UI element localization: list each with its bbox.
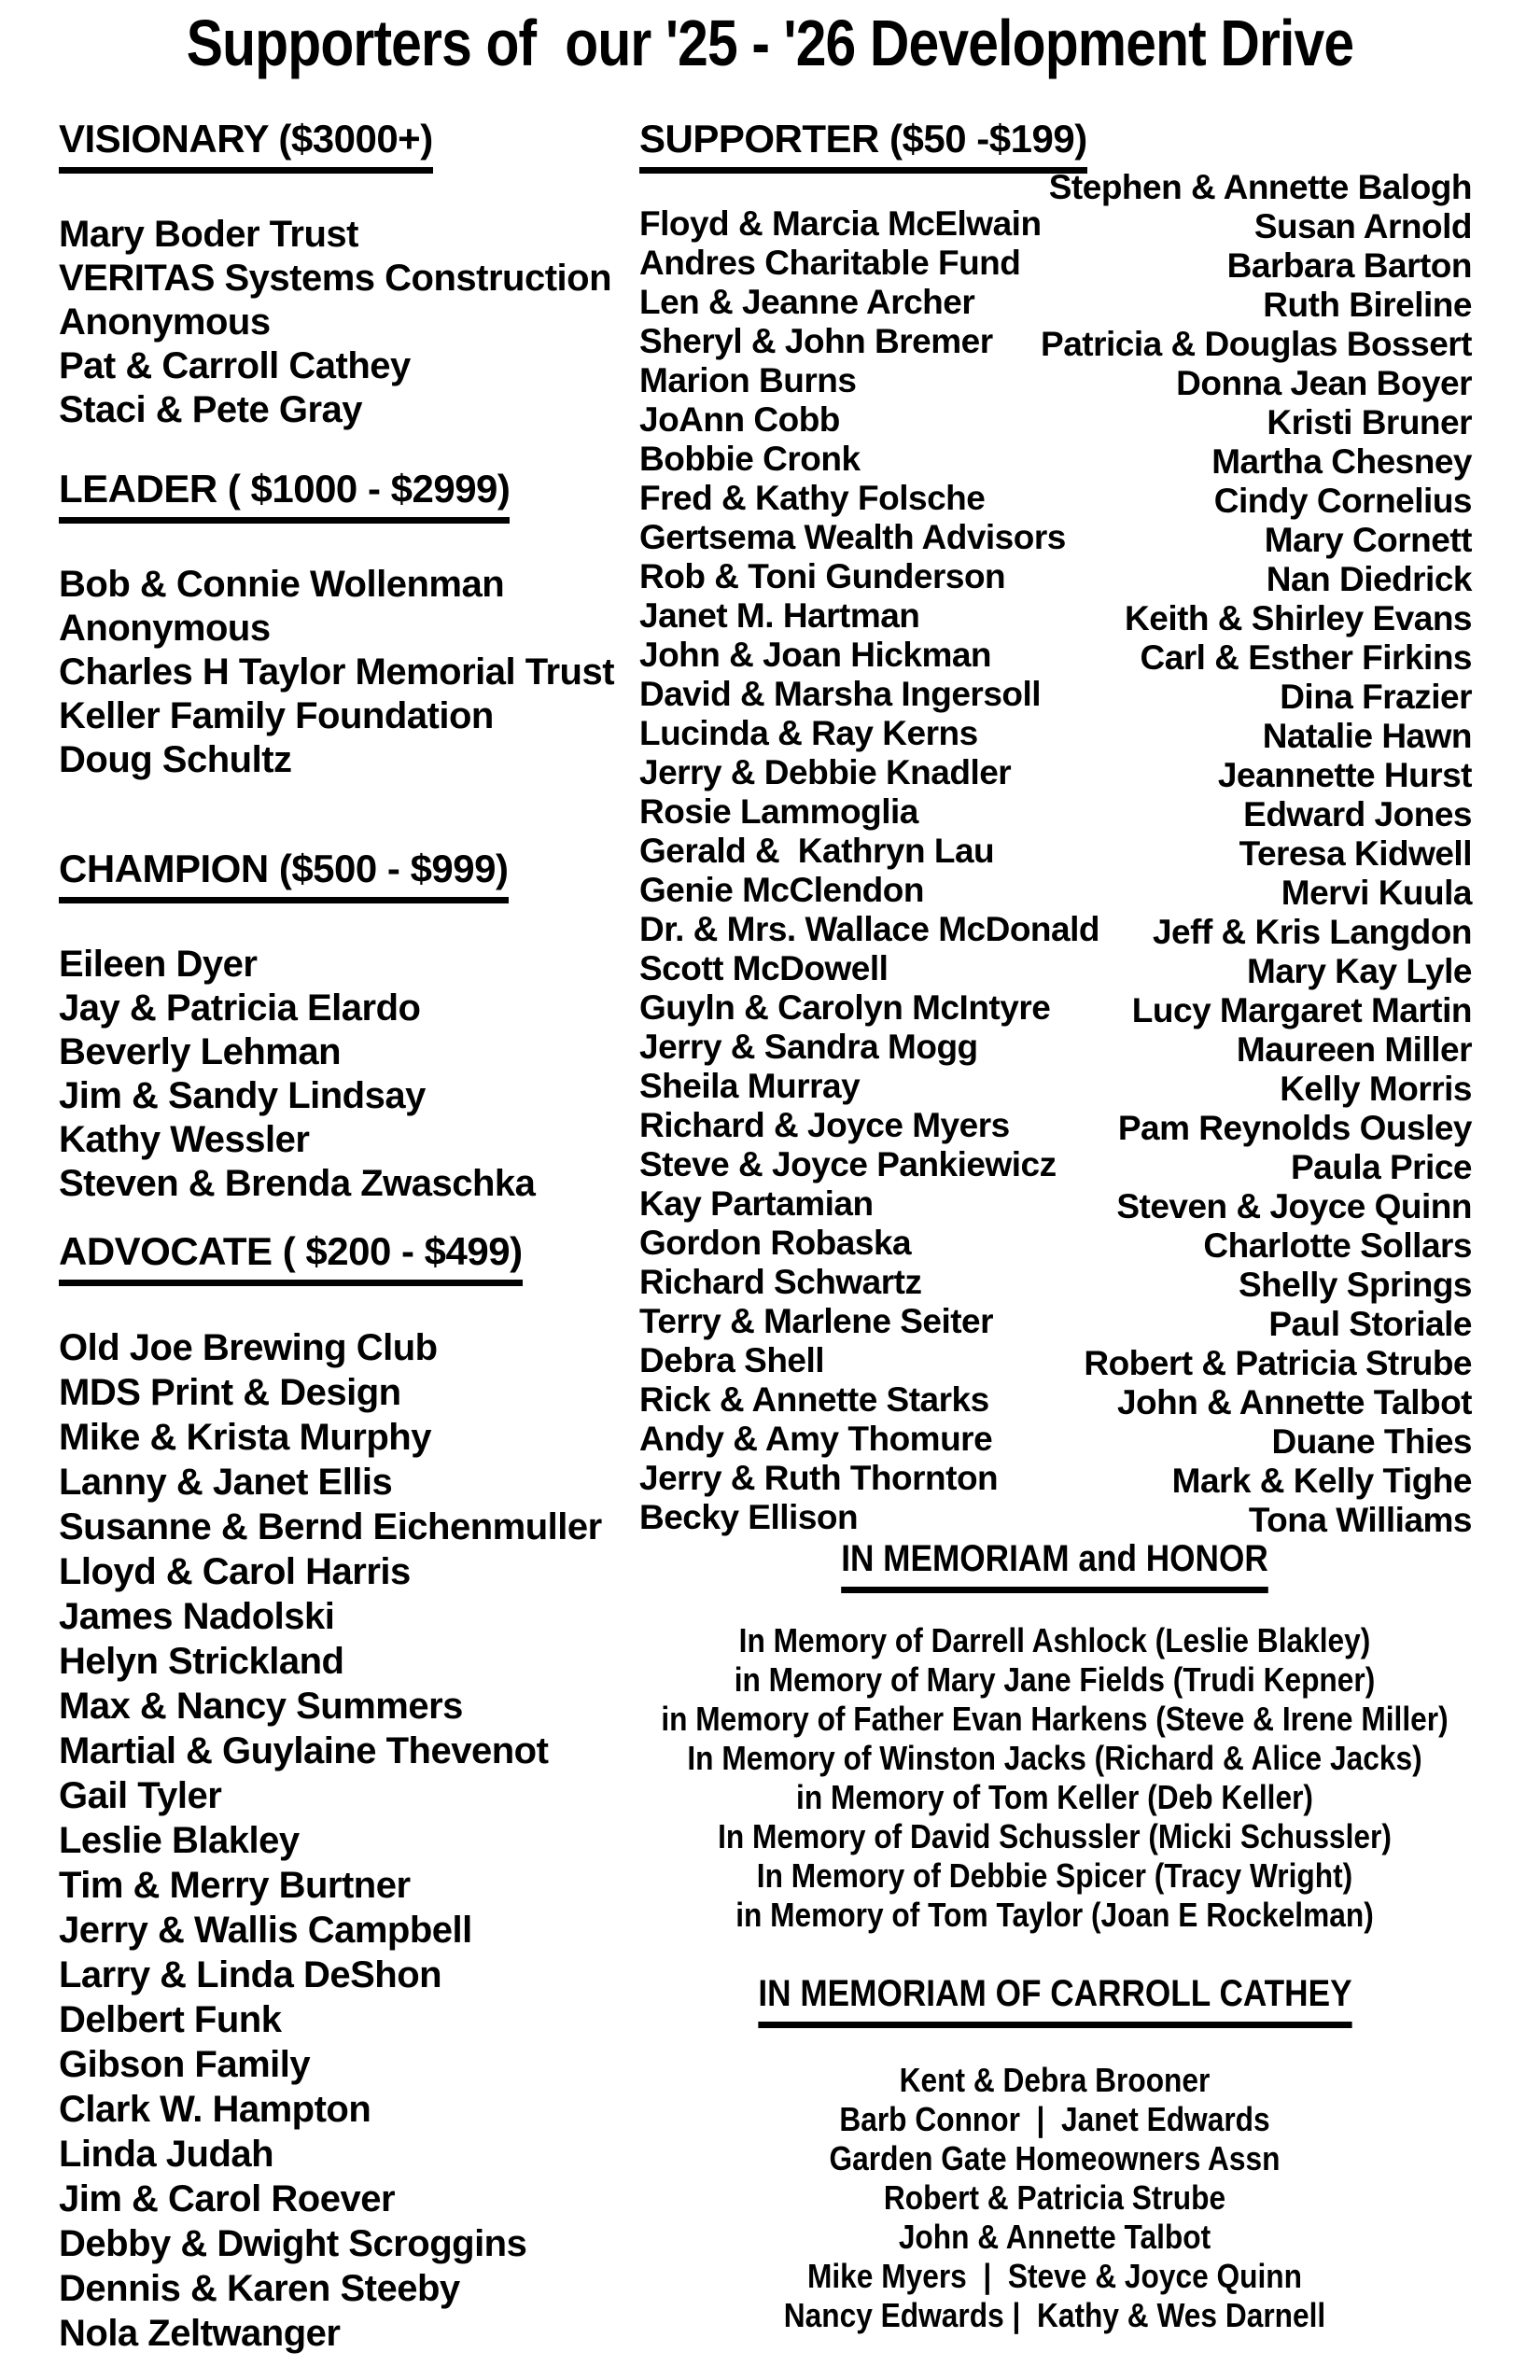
memoriam-line: In Memory of Debbie Spicer (Tracy Wright) — [756, 1856, 1353, 1895]
donor-name: Ruth Bireline — [1263, 286, 1472, 324]
donor-name: Guyln & Carolyn McIntyre — [639, 988, 1051, 1027]
donor-name: Kelly Morris — [1280, 1070, 1472, 1108]
donor-name: Andres Charitable Fund — [639, 244, 1021, 282]
memoriam-line: Barb Connor | Janet Edwards — [839, 2100, 1270, 2138]
visionary-header: VISIONARY ($3000+) — [59, 119, 433, 174]
donor-name: Gordon Robaska — [639, 1224, 912, 1262]
memoriam-line: in Memory of Mary Jane Fields (Trudi Kepner) — [734, 1660, 1376, 1699]
donor-name: Susanne & Bernd Eichenmuller — [59, 1506, 602, 1547]
donor-name: Jim & Sandy Lindsay — [59, 1075, 426, 1116]
donor-name: Fred & Kathy Folsche — [639, 479, 986, 517]
donor-name: Richard Schwartz — [639, 1263, 922, 1301]
donor-name: Steven & Joyce Quinn — [1116, 1187, 1472, 1225]
donor-name: Eileen Dyer — [59, 944, 258, 985]
section-champion — [59, 849, 535, 1206]
memoriam-line: John & Annette Talbot — [898, 2218, 1211, 2256]
donor-name: Teresa Kidwell — [1239, 834, 1472, 873]
donor-name: Jim & Carol Roever — [59, 2178, 396, 2219]
section-visionary — [59, 119, 611, 432]
visionary-name-list — [59, 213, 611, 432]
supporter-header: SUPPORTER ($50 -$199) — [639, 119, 1087, 174]
donor-name: Tim & Merry Burtner — [59, 1865, 411, 1906]
donor-name: Charles H Taylor Memorial Trust — [59, 651, 615, 693]
section-memoriam-cathey — [597, 1975, 1512, 2335]
donor-name: Gerald & Kathryn Lau — [639, 832, 995, 870]
memoriam-line: In Memory of Winston Jacks (Richard & Alice Jacks) — [687, 1739, 1422, 1777]
memoriam-line: in Memory of Father Evan Harkens (Steve & Irene Miller) — [661, 1700, 1449, 1738]
donor-name: Doug Schultz — [59, 739, 292, 780]
donor-name: Stephen & Annette Balogh — [1048, 168, 1472, 206]
donor-name: John & Annette Talbot — [1116, 1383, 1472, 1421]
donor-name: Terry & Marlene Seiter — [639, 1302, 994, 1340]
section-leader — [59, 469, 614, 782]
donor-name: Scott McDowell — [639, 949, 889, 987]
memoriam-line: Nancy Edwards | Kathy & Wes Darnell — [783, 2296, 1326, 2334]
memoriam-line: In Memory of David Schussler (Micki Schussler) — [718, 1817, 1392, 1855]
donor-name: John & Joan Hickman — [639, 636, 992, 674]
donor-name: Richard & Joyce Myers — [639, 1106, 1010, 1144]
donor-name: Debra Shell — [639, 1341, 825, 1379]
donor-name: Natalie Hawn — [1262, 717, 1472, 755]
donor-name: Patricia & Douglas Bossert — [1041, 325, 1472, 363]
donor-name: Rick & Annette Starks — [639, 1380, 989, 1419]
donor-name: Old Joe Brewing Club — [59, 1327, 438, 1368]
donor-name: Steve & Joyce Pankiewicz — [639, 1145, 1057, 1183]
donor-name: Pam Reynolds Ousley — [1117, 1109, 1472, 1147]
donor-name: Tona Williams — [1248, 1501, 1472, 1539]
donor-name: Leslie Blakley — [59, 1820, 300, 1861]
donor-name: Bob & Connie Wollenman — [59, 564, 505, 605]
memoriam-line: Garden Gate Homeowners Assn — [829, 2139, 1281, 2177]
donor-name: Anonymous — [59, 301, 271, 343]
memoriam-line: Mike Myers | Steve & Joyce Quinn — [806, 2257, 1303, 2295]
donor-name: MDS Print & Design — [59, 1372, 401, 1413]
donor-name: Donna Jean Boyer — [1176, 364, 1472, 402]
donor-name: Duane Thies — [1271, 1422, 1472, 1461]
leader-name-list — [59, 563, 614, 782]
donor-name: Shelly Springs — [1238, 1266, 1472, 1304]
donor-name: VERITAS Systems Construction — [59, 258, 612, 299]
donor-name: Mark & Kelly Tighe — [1171, 1462, 1472, 1500]
donor-name: Dennis & Karen Steeby — [59, 2268, 460, 2309]
memoriam-line: in Memory of Tom Keller (Deb Keller) — [796, 1778, 1313, 1816]
donor-name: Max & Nancy Summers — [59, 1686, 463, 1727]
donor-name: Mike & Krista Murphy — [59, 1417, 431, 1458]
donor-name: Paula Price — [1290, 1148, 1472, 1186]
donor-name: David & Marsha Ingersoll — [639, 675, 1042, 713]
memoriam-line: Kent & Debra Brooner — [899, 2061, 1211, 2099]
donor-name: Staci & Pete Gray — [59, 389, 362, 430]
donor-name: Kristi Bruner — [1267, 403, 1472, 441]
donor-name: Steven & Brenda Zwaschka — [59, 1163, 536, 1204]
donor-name: Lloyd & Carol Harris — [59, 1551, 411, 1592]
supporter-name-list-right — [977, 168, 1472, 1540]
donor-name: Maureen Miller — [1236, 1030, 1472, 1069]
donor-name: Lucinda & Ray Kerns — [639, 714, 978, 752]
donor-name: Larry & Linda DeShon — [59, 1954, 442, 1995]
donor-name: Jerry & Ruth Thornton — [639, 1459, 999, 1497]
donor-name: Janet M. Hartman — [639, 596, 920, 635]
donor-name: Jeannette Hurst — [1217, 756, 1472, 794]
donor-name: Susan Arnold — [1253, 207, 1472, 245]
donor-name: Rob & Toni Gunderson — [639, 557, 1006, 595]
donor-name: Sheila Murray — [639, 1067, 861, 1105]
memoriam-honor-header: IN MEMORIAM and HONOR — [841, 1540, 1268, 1593]
donor-name: Mervi Kuula — [1281, 874, 1472, 912]
donor-name: Clark W. Hampton — [59, 2089, 371, 2130]
donor-name: Len & Jeanne Archer — [639, 283, 975, 321]
donor-name: Charlotte Sollars — [1203, 1226, 1472, 1265]
donor-name: Becky Ellison — [639, 1498, 859, 1536]
donor-name: Gibson Family — [59, 2044, 311, 2085]
donor-name: JoAnn Cobb — [639, 400, 840, 439]
advocate-name-list — [59, 1325, 602, 2356]
donor-name: Lucy Margaret Martin — [1131, 991, 1472, 1029]
donor-name: Martial & Guylaine Thevenot — [59, 1730, 549, 1771]
donor-name: Martha Chesney — [1211, 442, 1472, 481]
champion-header: CHAMPION ($500 - $999) — [59, 849, 509, 903]
donor-name: Nan Diedrick — [1266, 560, 1472, 598]
donor-name: Andy & Amy Thomure — [639, 1420, 993, 1458]
donor-name: Pat & Carroll Cathey — [59, 345, 411, 386]
donor-name: Dr. & Mrs. Wallace McDonald — [639, 910, 1099, 948]
donor-name: Nola Zeltwanger — [59, 2313, 341, 2354]
donor-name: Delbert Funk — [59, 1999, 282, 2040]
memoriam-cathey-list — [597, 2061, 1512, 2335]
donor-name: Mary Cornett — [1264, 521, 1472, 559]
donor-name: James Nadolski — [59, 1596, 335, 1637]
donor-name: Jerry & Wallis Campbell — [59, 1910, 472, 1951]
donor-name: Rosie Lammoglia — [639, 792, 918, 831]
memoriam-honor-list — [597, 1621, 1512, 1935]
donor-name: Debby & Dwight Scroggins — [59, 2223, 527, 2264]
donor-name: Sheryl & John Bremer — [639, 322, 993, 360]
donor-name: Carl & Esther Firkins — [1140, 638, 1472, 677]
donor-name: Helyn Strickland — [59, 1641, 344, 1682]
donor-name: Jerry & Sandra Mogg — [639, 1028, 978, 1066]
section-advocate — [59, 1229, 602, 2356]
memoriam-line: in Memory of Tom Taylor (Joan E Rockelman) — [735, 1896, 1374, 1934]
donor-name: Gertsema Wealth Advisors — [639, 518, 1066, 556]
donor-name: Floyd & Marcia McElwain — [639, 204, 1042, 243]
memoriam-line: In Memory of Darrell Ashlock (Leslie Blakley) — [738, 1621, 1371, 1659]
donor-name: Mary Kay Lyle — [1247, 952, 1472, 990]
donor-name: Dina Frazier — [1280, 678, 1472, 716]
donor-name: Jerry & Debbie Knadler — [639, 753, 1012, 791]
champion-name-list — [59, 943, 535, 1206]
donor-name: Kay Partamian — [639, 1184, 874, 1223]
donor-name: Barbara Barton — [1226, 246, 1472, 285]
donor-name: Beverly Lehman — [59, 1031, 342, 1072]
memoriam-cathey-header: IN MEMORIAM OF CARROLL CATHEY — [758, 1975, 1351, 2028]
donor-name: Edward Jones — [1243, 795, 1472, 833]
donor-name: Mary Boder Trust — [59, 214, 358, 255]
advocate-header: ADVOCATE ( $200 - $499) — [59, 1232, 523, 1286]
donor-name: Bobbie Cronk — [639, 440, 861, 478]
memoriam-line: Robert & Patricia Strube — [883, 2178, 1226, 2217]
donor-name: Gail Tyler — [59, 1775, 222, 1816]
donor-name: Jay & Patricia Elardo — [59, 987, 421, 1029]
donor-name: Robert & Patricia Strube — [1084, 1344, 1472, 1382]
donor-name: Anonymous — [59, 608, 271, 649]
donor-name: Kathy Wessler — [59, 1119, 310, 1160]
donor-name: Linda Judah — [59, 2134, 274, 2175]
donor-name: Keith & Shirley Evans — [1125, 599, 1472, 637]
donor-name: Paul Storiale — [1268, 1305, 1472, 1343]
page-title: Supporters of our '25 - '26 Development Drive — [186, 7, 1354, 79]
donor-name: Marion Burns — [639, 361, 857, 399]
donor-name: Genie McClendon — [639, 871, 924, 909]
section-memoriam-honor — [597, 1540, 1512, 1935]
donor-name: Cindy Cornelius — [1213, 482, 1472, 520]
leader-header: LEADER ( $1000 - $2999) — [59, 469, 510, 524]
donor-name: Lanny & Janet Ellis — [59, 1462, 393, 1503]
donor-name: Keller Family Foundation — [59, 695, 494, 736]
donor-name: Jeff & Kris Langdon — [1152, 913, 1472, 951]
